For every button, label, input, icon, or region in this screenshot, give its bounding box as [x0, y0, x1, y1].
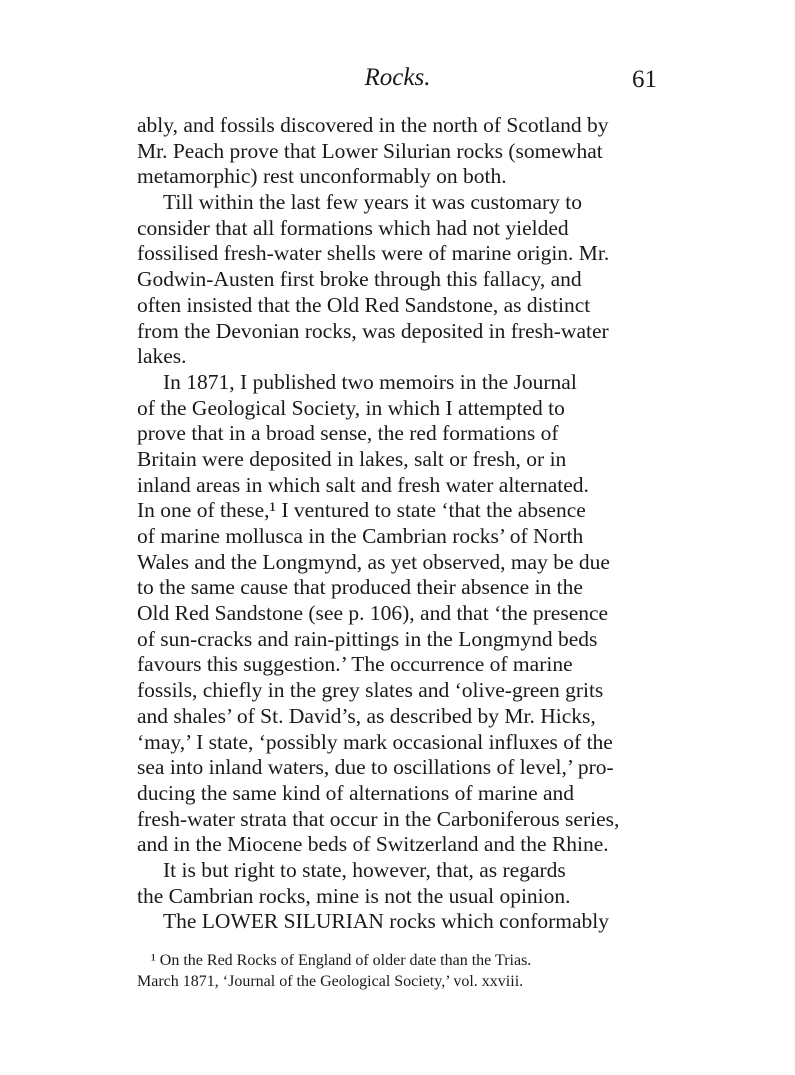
text-line: from the Devonian rocks, was deposited in fresh-water — [137, 318, 609, 343]
paragraph-start-line: Till within the last few years it was customary to — [163, 190, 582, 215]
footnote-line: March 1871, ‘Journal of the Geological Society,’ vol. xxviii. — [137, 973, 524, 990]
text-line: Britain were deposited in lakes, salt or fresh, or in — [137, 446, 567, 471]
text-line: to the same cause that produced their absence in the — [137, 575, 583, 600]
text-line: fresh-water strata that occur in the Carboniferous series, — [137, 806, 620, 831]
paragraph-start-line: It is but right to state, however, that, as regards — [163, 857, 566, 882]
text-line: of marine mollusca in the Cambrian rocks’ of North — [137, 524, 584, 548]
text-line: favours this suggestion.’ The occurrence of marine — [137, 652, 573, 677]
text-line: of sun-cracks and rain-pittings in the Longmynd beds — [137, 626, 598, 651]
text-line: consider that all formations which had not yielded — [137, 215, 569, 240]
text-line: and in the Miocene beds of Switzerland and the Rhine. — [137, 832, 609, 857]
text-line: ‘may,’ I state, ‘possibly mark occasional influxes of the — [137, 729, 613, 754]
text-line: In one of these,¹ I ventured to state ‘that the absence — [137, 498, 586, 523]
text-line: metamorphic) rest unconformably on both. — [137, 164, 507, 189]
text-line: Wales and the Longmynd, as yet observed, may be due — [137, 549, 610, 574]
body-text — [137, 113, 658, 935]
footnote-line: ¹ On the Red Rocks of England of older date than the Trias. — [151, 952, 532, 969]
text-line: prove that in a broad sense, the red formations of — [137, 421, 559, 446]
text-line: ably, and fossils discovered in the north of Scotland by — [137, 113, 609, 137]
text-line: fossils, chiefly in the grey slates and ‘olive-green grits — [137, 678, 604, 703]
text-line: sea into inland waters, due to oscillations of level,’ pro- — [137, 755, 614, 780]
text-line: Mr. Peach prove that Lower Silurian rocks (somewhat — [137, 138, 603, 163]
text-line: ducing the same kind of alternations of marine and — [137, 780, 575, 805]
text-line: fossilised fresh-water shells were of marine origin. Mr. — [137, 241, 610, 266]
text-line: and shales’ of St. David’s, as described by Mr. Hicks, — [137, 703, 596, 728]
footnotes — [137, 950, 658, 992]
text-line: often insisted that the Old Red Sandstone, as distinct — [137, 292, 591, 317]
text-line: of the Geological Society, in which I attempted to — [137, 395, 565, 420]
text-line: Old Red Sandstone (see p. 106), and that ‘the presence — [137, 601, 609, 626]
running-head-title: Rocks. — [364, 64, 431, 91]
paragraph-start-line: In 1871, I published two memoirs in the Journal — [163, 369, 577, 394]
paragraph-start-line: The LOWER SILURIAN rocks which conformably — [163, 909, 610, 934]
text-line: Godwin-Austen first broke through this fallacy, and — [137, 267, 582, 292]
page-number: 61 — [632, 66, 657, 93]
running-head — [0, 64, 795, 100]
text-line: lakes. — [137, 344, 187, 369]
text-line: the Cambrian rocks, mine is not the usual opinion. — [137, 883, 571, 908]
text-line: inland areas in which salt and fresh water alternated. — [137, 472, 589, 497]
